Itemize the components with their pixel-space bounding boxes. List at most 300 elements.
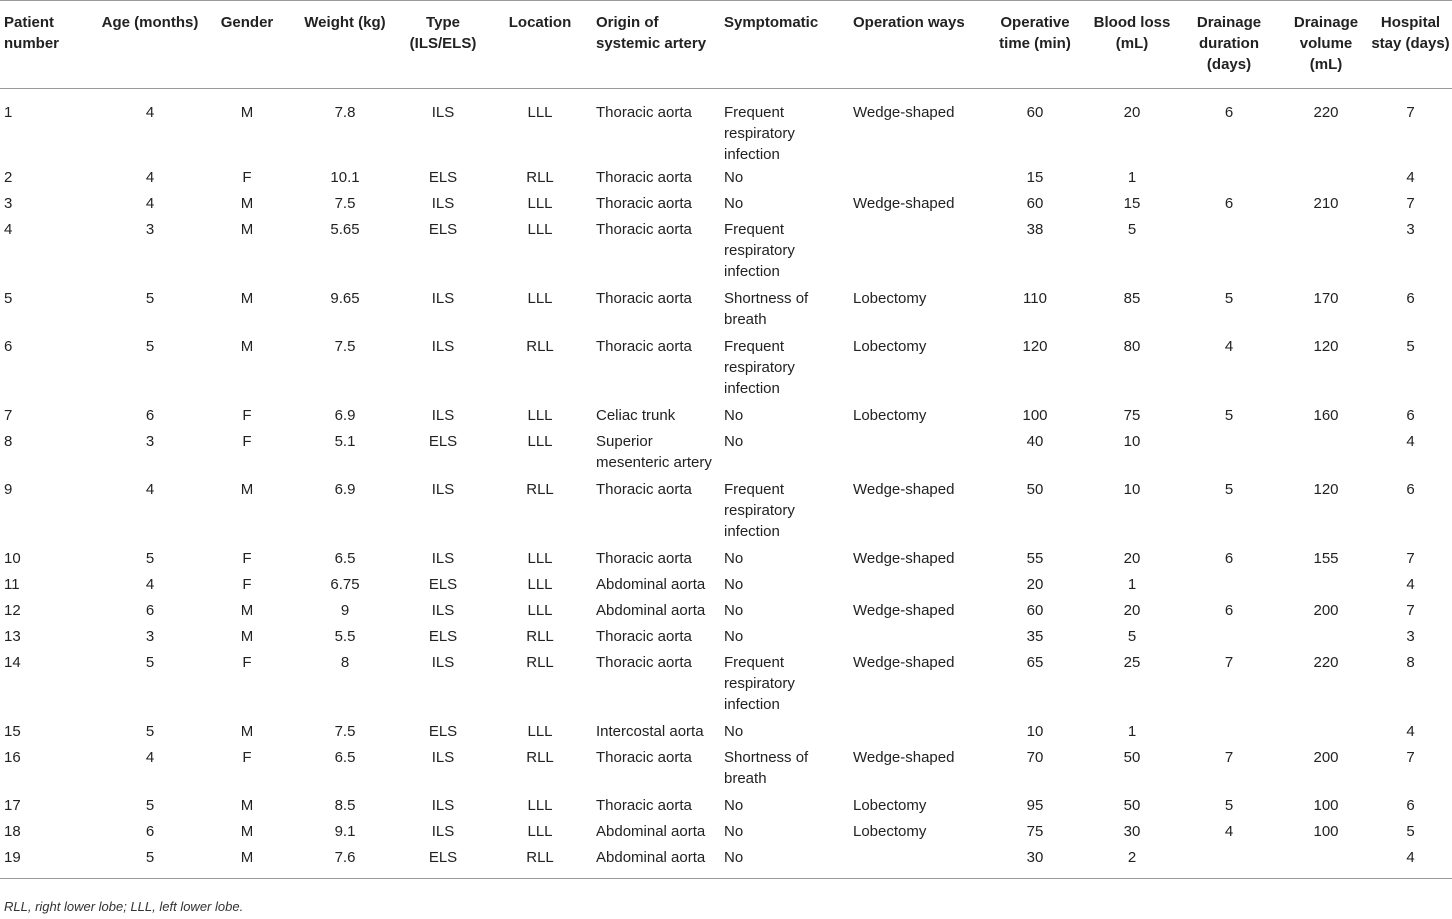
cell-gender: F [242, 550, 252, 567]
cell-blood-loss: 20 [1123, 550, 1141, 567]
cell-gender: M [240, 195, 254, 212]
cell-blood-loss: 1 [1127, 576, 1137, 593]
cell-drainage-duration [1175, 429, 1283, 477]
cell-location: LLL [527, 407, 553, 424]
cell-hospital-stay: 7 [1406, 749, 1415, 766]
cell-gender: F [242, 749, 252, 766]
cell-drainage-volume [1283, 429, 1369, 477]
cell-type: ELS [428, 723, 458, 740]
cell-age: 5 [145, 550, 155, 567]
cell-blood-loss: 15 [1123, 195, 1141, 212]
cell-age: 3 [145, 221, 155, 238]
cell-hospital-stay: 6 [1406, 797, 1415, 814]
cell-operative-time: 30 [1026, 849, 1044, 866]
cell-age: 3 [145, 433, 155, 450]
cell-location: RLL [526, 169, 554, 186]
cell-type: ILS [431, 602, 455, 619]
cell-operative-time: 100 [1022, 407, 1048, 424]
cell-patient-number: 2 [4, 169, 13, 186]
cell-location: RLL [526, 654, 554, 671]
cell-symptomatic: No [724, 823, 744, 840]
cell-operative-time: 95 [1026, 797, 1044, 814]
cell-blood-loss: 50 [1123, 749, 1141, 766]
cell-drainage-duration [1175, 572, 1283, 598]
cell-hospital-stay: 7 [1406, 550, 1415, 567]
cell-operative-time: 110 [1023, 290, 1047, 307]
cell-symptomatic: Frequent respiratory infection [724, 481, 795, 540]
cell-gender: M [240, 823, 254, 840]
cell-age: 4 [145, 104, 155, 121]
cell-type: ILS [431, 104, 455, 121]
cell-age: 4 [145, 576, 155, 593]
cell-gender: M [240, 221, 254, 238]
cell-symptomatic: Shortness of breath [724, 749, 809, 787]
cell-origin: Thoracic aorta [596, 797, 692, 814]
cell-drainage-volume: 170 [1313, 290, 1339, 307]
cell-operation-ways [849, 845, 981, 879]
cell-age: 3 [145, 628, 155, 645]
cell-hospital-stay: 4 [1406, 849, 1415, 866]
cell-drainage-volume: 155 [1313, 550, 1339, 567]
cell-operation-ways: Lobectomy [853, 407, 927, 424]
cell-gender: M [240, 602, 254, 619]
cell-location: RLL [526, 628, 554, 645]
cell-hospital-stay: 5 [1406, 823, 1415, 840]
cell-drainage-duration: 4 [1224, 823, 1234, 840]
cell-hospital-stay: 8 [1406, 654, 1415, 671]
table-footnote: RLL, right lower lobe; LLL, left lower lobe. [4, 899, 244, 914]
cell-patient-number: 11 [4, 576, 20, 593]
cell-operative-time: 60 [1026, 104, 1044, 121]
cell-gender: M [240, 104, 254, 121]
header-hospital-stay: Hospital stay (days) [1371, 14, 1450, 52]
cell-origin: Thoracic aorta [596, 221, 692, 238]
cell-type: ILS [431, 290, 455, 307]
cell-operation-ways: Lobectomy [853, 338, 927, 355]
table-row [0, 477, 1452, 546]
cell-patient-number: 18 [4, 823, 21, 840]
cell-operation-ways [849, 165, 981, 191]
cell-drainage-volume [1283, 165, 1369, 191]
cell-symptomatic: Frequent respiratory infection [724, 338, 795, 397]
table-row [0, 191, 1452, 217]
cell-blood-loss: 1 [1127, 169, 1137, 186]
cell-blood-loss: 10 [1123, 433, 1141, 450]
cell-symptomatic: No [724, 550, 744, 567]
cell-drainage-volume: 100 [1313, 823, 1339, 840]
cell-hospital-stay: 3 [1406, 628, 1415, 645]
cell-operation-ways: Wedge-shaped [853, 749, 955, 766]
cell-gender: M [240, 797, 254, 814]
cell-origin: Thoracic aorta [596, 749, 692, 766]
cell-age: 5 [145, 654, 155, 671]
cell-drainage-volume [1283, 624, 1369, 650]
cell-hospital-stay: 7 [1406, 104, 1415, 121]
cell-location: RLL [526, 849, 554, 866]
cell-operation-ways: Lobectomy [853, 290, 927, 307]
cell-type: ILS [431, 823, 455, 840]
cell-type: ILS [431, 654, 455, 671]
table-row [0, 845, 1452, 879]
cell-patient-number: 8 [4, 433, 13, 450]
header-drainage-duration: Drainage duration (days) [1196, 14, 1262, 73]
cell-hospital-stay: 5 [1406, 338, 1415, 355]
table-row [0, 624, 1452, 650]
cell-weight: 8 [340, 654, 350, 671]
cell-hospital-stay: 7 [1406, 195, 1415, 212]
cell-type: ILS [431, 481, 455, 498]
cell-drainage-duration: 6 [1224, 104, 1234, 121]
cell-symptomatic: No [724, 628, 744, 645]
cell-gender: M [240, 849, 254, 866]
cell-operation-ways: Wedge-shaped [853, 481, 955, 498]
cell-weight: 9.1 [334, 823, 356, 840]
cell-patient-number: 15 [4, 723, 21, 740]
cell-gender: F [242, 407, 252, 424]
table-row [0, 429, 1452, 477]
cell-weight: 5.5 [334, 628, 356, 645]
cell-gender: M [240, 338, 254, 355]
cell-age: 5 [145, 338, 155, 355]
cell-type: ILS [431, 407, 455, 424]
cell-blood-loss: 1 [1127, 723, 1137, 740]
cell-operative-time: 60 [1026, 602, 1044, 619]
cell-age: 4 [145, 195, 155, 212]
cell-patient-number: 9 [4, 481, 13, 498]
cell-operative-time: 35 [1026, 628, 1044, 645]
cell-gender: F [242, 433, 252, 450]
cell-weight: 6.75 [330, 576, 360, 593]
cell-operative-time: 70 [1026, 749, 1044, 766]
cell-operation-ways: Wedge-shaped [853, 654, 955, 671]
cell-type: ILS [431, 195, 455, 212]
cell-drainage-duration: 7 [1224, 749, 1234, 766]
cell-weight: 9 [340, 602, 350, 619]
cell-age: 6 [145, 823, 155, 840]
cell-operative-time: 15 [1026, 169, 1044, 186]
cell-type: ELS [428, 849, 458, 866]
header-blood-loss: Blood loss (mL) [1093, 14, 1171, 52]
cell-operation-ways: Lobectomy [853, 797, 927, 814]
table-row [0, 650, 1452, 719]
cell-drainage-volume [1283, 217, 1369, 286]
cell-drainage-duration [1175, 845, 1283, 879]
cell-operation-ways [849, 719, 981, 745]
cell-drainage-duration [1175, 719, 1283, 745]
cell-gender: F [242, 576, 252, 593]
cell-origin: Abdominal aorta [596, 576, 706, 593]
table-header [0, 1, 1452, 89]
cell-operation-ways [849, 217, 981, 286]
cell-patient-number: 10 [4, 550, 21, 567]
cell-weight: 7.5 [334, 723, 356, 740]
cell-operative-time: 38 [1026, 221, 1044, 238]
cell-patient-number: 3 [4, 195, 13, 212]
table-row [0, 572, 1452, 598]
cell-location: LLL [527, 195, 553, 212]
cell-symptomatic: No [724, 169, 744, 186]
cell-drainage-volume [1283, 719, 1369, 745]
cell-drainage-duration [1175, 217, 1283, 286]
cell-hospital-stay: 4 [1406, 723, 1415, 740]
cell-location: LLL [527, 576, 553, 593]
cell-symptomatic: No [724, 849, 744, 866]
cell-age: 6 [145, 602, 155, 619]
cell-patient-number: 19 [4, 849, 21, 866]
table-row [0, 546, 1452, 572]
cell-blood-loss: 30 [1123, 823, 1141, 840]
cell-age: 4 [145, 481, 155, 498]
cell-operative-time: 55 [1026, 550, 1044, 567]
cell-weight: 10.1 [330, 169, 360, 186]
cell-patient-number: 7 [4, 407, 13, 424]
cell-weight: 6.5 [334, 550, 356, 567]
cell-blood-loss: 20 [1123, 602, 1141, 619]
cell-operative-time: 20 [1026, 576, 1044, 593]
cell-type: ELS [428, 576, 458, 593]
cell-age: 5 [145, 797, 155, 814]
cell-drainage-volume: 200 [1313, 602, 1339, 619]
cell-weight: 5.65 [330, 221, 360, 238]
cell-hospital-stay: 6 [1406, 290, 1415, 307]
cell-drainage-duration: 5 [1224, 407, 1234, 424]
cell-gender: F [242, 654, 252, 671]
cell-origin: Abdominal aorta [596, 849, 706, 866]
cell-blood-loss: 5 [1127, 628, 1137, 645]
cell-blood-loss: 75 [1123, 407, 1141, 424]
header-operation-ways: Operation ways [853, 14, 965, 31]
cell-operative-time: 10 [1026, 723, 1044, 740]
cell-symptomatic: No [724, 602, 744, 619]
cell-symptomatic: Frequent respiratory infection [724, 654, 795, 713]
cell-operative-time: 60 [1026, 195, 1044, 212]
cell-weight: 6.5 [334, 749, 356, 766]
cell-hospital-stay: 7 [1406, 602, 1415, 619]
cell-patient-number: 17 [4, 797, 21, 814]
cell-symptomatic: Frequent respiratory infection [724, 221, 795, 280]
table-row [0, 719, 1452, 745]
cell-origin: Thoracic aorta [596, 654, 692, 671]
cell-type: ILS [431, 338, 455, 355]
cell-operation-ways [849, 429, 981, 477]
cell-operation-ways [849, 572, 981, 598]
cell-drainage-duration: 4 [1224, 338, 1234, 355]
table-row [0, 819, 1452, 845]
cell-gender: M [240, 481, 254, 498]
cell-operation-ways: Wedge-shaped [853, 550, 955, 567]
cell-location: RLL [526, 338, 554, 355]
cell-drainage-duration: 5 [1224, 290, 1234, 307]
cell-age: 5 [145, 849, 155, 866]
cell-origin: Celiac trunk [596, 407, 676, 424]
cell-age: 4 [145, 749, 155, 766]
cell-drainage-duration: 6 [1224, 195, 1234, 212]
cell-type: ILS [431, 550, 455, 567]
cell-age: 4 [145, 169, 155, 186]
cell-blood-loss: 5 [1127, 221, 1137, 238]
table-row [0, 334, 1452, 403]
cell-origin: Abdominal aorta [596, 602, 706, 619]
cell-patient-number: 6 [4, 338, 13, 355]
header-age: Age (months) [101, 14, 199, 31]
cell-gender: F [242, 169, 252, 186]
cell-symptomatic: No [724, 407, 744, 424]
cell-location: RLL [526, 481, 554, 498]
cell-drainage-duration: 5 [1224, 797, 1234, 814]
cell-symptomatic: No [724, 723, 744, 740]
cell-location: LLL [527, 602, 553, 619]
cell-symptomatic: Frequent respiratory infection [724, 104, 795, 163]
cell-patient-number: 5 [4, 290, 13, 307]
header-weight: Weight (kg) [304, 14, 386, 31]
cell-drainage-duration [1175, 624, 1283, 650]
cell-weight: 5.1 [334, 433, 356, 450]
cell-drainage-duration: 6 [1224, 602, 1234, 619]
cell-weight: 6.9 [334, 481, 356, 498]
cell-weight: 6.9 [334, 407, 356, 424]
cell-operation-ways: Wedge-shaped [853, 104, 955, 121]
cell-weight: 8.5 [334, 797, 356, 814]
cell-origin: Superior mesenteric artery [596, 433, 712, 471]
cell-drainage-volume: 200 [1313, 749, 1339, 766]
cell-drainage-volume: 220 [1313, 654, 1339, 671]
cell-weight: 7.5 [334, 338, 356, 355]
header-gender: Gender [220, 14, 274, 31]
cell-type: ELS [428, 221, 458, 238]
cell-location: RLL [526, 749, 554, 766]
cell-weight: 9.65 [330, 290, 360, 307]
cell-type: ILS [431, 797, 455, 814]
cell-hospital-stay: 3 [1406, 221, 1415, 238]
cell-hospital-stay: 6 [1406, 407, 1415, 424]
cell-operation-ways: Lobectomy [853, 823, 927, 840]
cell-weight: 7.5 [334, 195, 356, 212]
cell-patient-number: 1 [4, 104, 13, 121]
cell-drainage-volume: 160 [1313, 407, 1339, 424]
cell-symptomatic: No [724, 195, 744, 212]
cell-blood-loss: 20 [1123, 104, 1141, 121]
cell-origin: Thoracic aorta [596, 550, 692, 567]
cell-type: ILS [431, 749, 455, 766]
cell-symptomatic: No [724, 433, 744, 450]
header-origin: Origin of systemic artery [596, 14, 707, 52]
cell-patient-number: 13 [4, 628, 21, 645]
cell-drainage-duration: 5 [1224, 481, 1234, 498]
cell-symptomatic: No [724, 576, 744, 593]
cell-age: 5 [145, 723, 155, 740]
cell-location: LLL [527, 290, 553, 307]
cell-blood-loss: 25 [1123, 654, 1141, 671]
cell-blood-loss: 2 [1127, 849, 1137, 866]
cell-origin: Thoracic aorta [596, 195, 692, 212]
cell-drainage-duration [1175, 165, 1283, 191]
cell-origin: Thoracic aorta [596, 628, 692, 645]
cell-drainage-volume: 120 [1313, 338, 1339, 355]
cell-age: 5 [145, 290, 155, 307]
cell-patient-number: 14 [4, 654, 21, 671]
table-row [0, 89, 1452, 166]
cell-blood-loss: 10 [1123, 481, 1141, 498]
cell-location: LLL [527, 433, 553, 450]
cell-location: LLL [527, 221, 553, 238]
cell-operation-ways: Wedge-shaped [853, 195, 955, 212]
cell-drainage-duration: 7 [1224, 654, 1234, 671]
cell-type: ELS [428, 628, 458, 645]
header-symptomatic: Symptomatic [724, 14, 819, 31]
cell-hospital-stay: 4 [1406, 576, 1415, 593]
table-row [0, 403, 1452, 429]
cell-weight: 7.8 [334, 104, 356, 121]
cell-weight: 7.6 [334, 849, 356, 866]
cell-operation-ways [849, 624, 981, 650]
cell-origin: Abdominal aorta [596, 823, 706, 840]
cell-operative-time: 65 [1026, 654, 1044, 671]
cell-patient-number: 12 [4, 602, 21, 619]
header-type: Type (ILS/ELS) [409, 14, 477, 52]
cell-symptomatic: Shortness of breath [724, 290, 809, 328]
table-row [0, 286, 1452, 334]
cell-origin: Thoracic aorta [596, 169, 692, 186]
cell-gender: M [240, 290, 254, 307]
cell-location: LLL [527, 797, 553, 814]
cell-patient-number: 4 [4, 221, 13, 238]
cell-blood-loss: 80 [1123, 338, 1141, 355]
table-row [0, 165, 1452, 191]
cell-origin: Thoracic aorta [596, 290, 692, 307]
cell-location: LLL [527, 823, 553, 840]
cell-drainage-duration: 6 [1224, 550, 1234, 567]
cell-operative-time: 40 [1026, 433, 1044, 450]
table-row [0, 217, 1452, 286]
cell-location: LLL [527, 723, 553, 740]
cell-hospital-stay: 4 [1406, 169, 1415, 186]
header-drainage-volume: Drainage volume (mL) [1293, 14, 1359, 73]
cell-patient-number: 16 [4, 749, 21, 766]
cell-location: LLL [527, 104, 553, 121]
cell-drainage-volume: 120 [1313, 481, 1339, 498]
cell-origin: Thoracic aorta [596, 481, 692, 498]
cell-location: LLL [527, 550, 553, 567]
cell-drainage-volume: 100 [1313, 797, 1339, 814]
cell-gender: M [240, 628, 254, 645]
cell-type: ELS [428, 169, 458, 186]
table-row [0, 598, 1452, 624]
cell-operation-ways: Wedge-shaped [853, 602, 955, 619]
cell-origin: Intercostal aorta [596, 723, 704, 740]
table-row [0, 745, 1452, 793]
cell-blood-loss: 50 [1123, 797, 1141, 814]
table-row [0, 793, 1452, 819]
cell-operative-time: 50 [1026, 481, 1044, 498]
cell-type: ELS [428, 433, 458, 450]
table-body [0, 89, 1452, 879]
cell-drainage-volume: 220 [1313, 104, 1339, 121]
cell-drainage-volume [1283, 845, 1369, 879]
cell-gender: M [240, 723, 254, 740]
cell-origin: Thoracic aorta [596, 104, 692, 121]
cell-hospital-stay: 4 [1406, 433, 1415, 450]
cell-operative-time: 120 [1022, 338, 1048, 355]
cell-drainage-volume [1283, 572, 1369, 598]
cell-drainage-volume: 210 [1313, 195, 1339, 212]
cell-origin: Thoracic aorta [596, 338, 692, 355]
cell-blood-loss: 85 [1123, 290, 1141, 307]
header-row [0, 1, 1452, 89]
cell-operative-time: 75 [1026, 823, 1044, 840]
header-patient-number: Patient number [4, 14, 60, 52]
cell-hospital-stay: 6 [1406, 481, 1415, 498]
header-location: Location [508, 14, 572, 31]
